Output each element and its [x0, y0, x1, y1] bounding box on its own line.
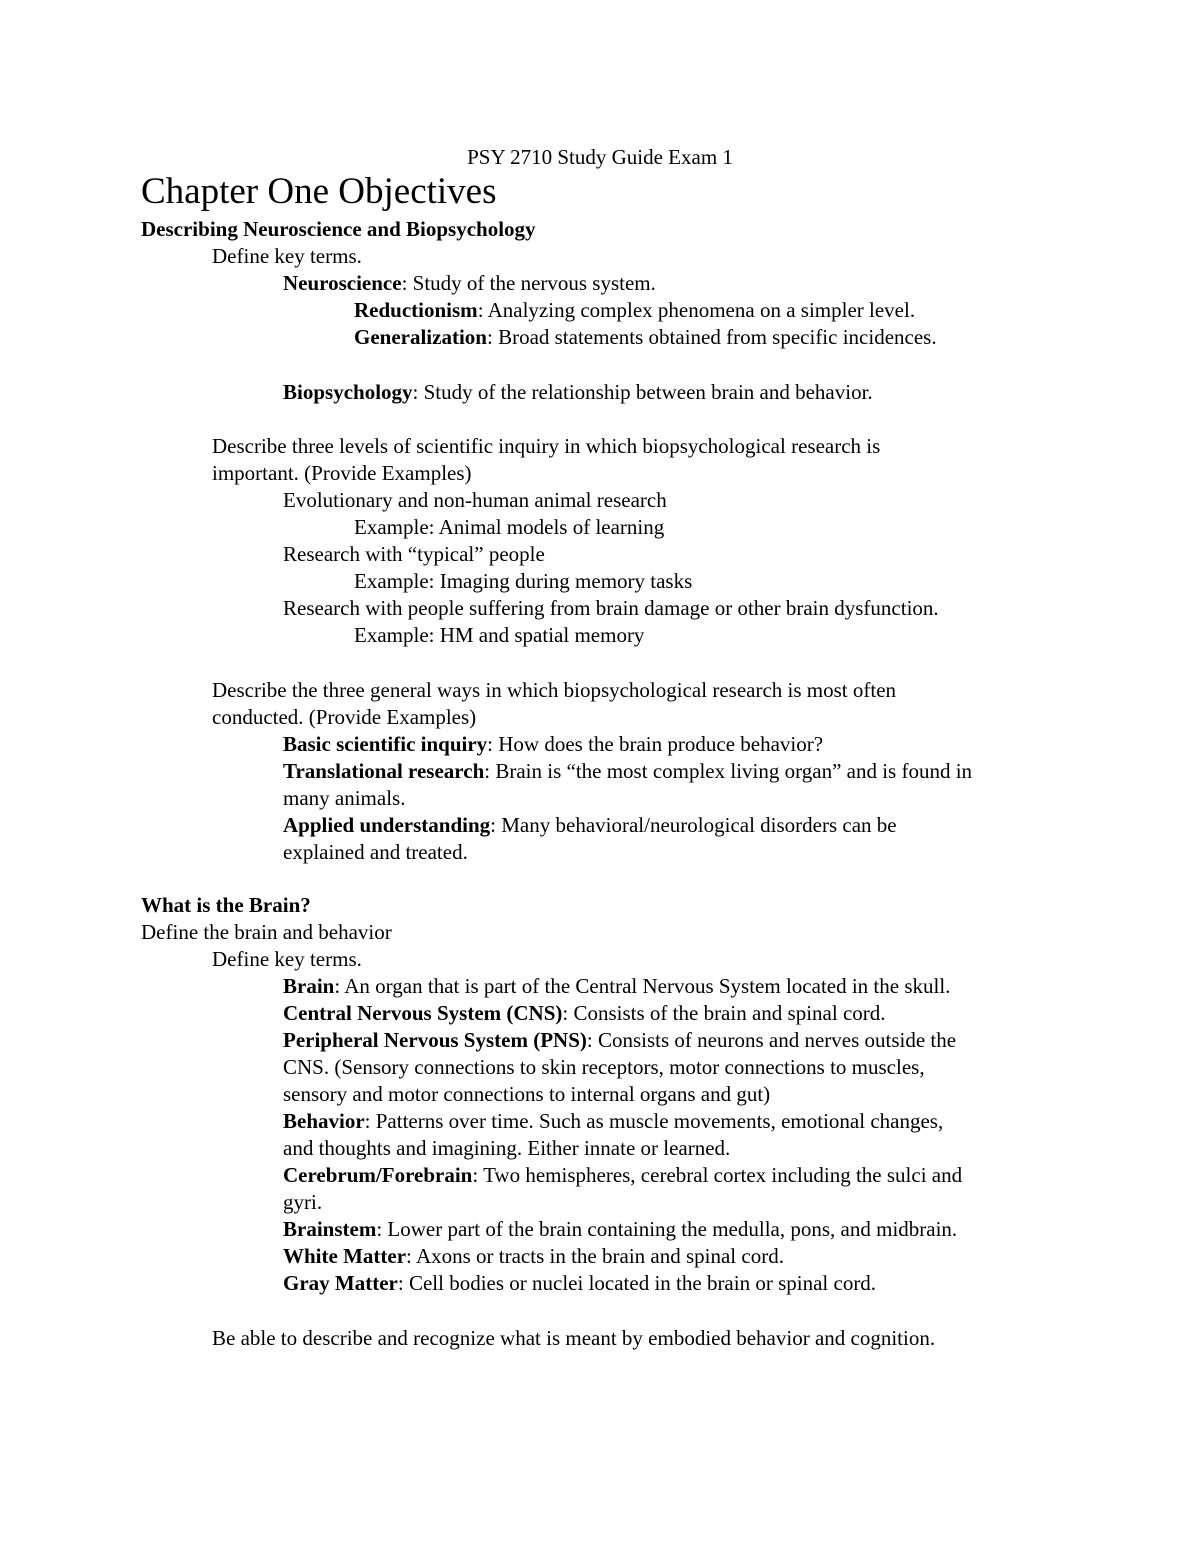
- levels-question: Describe three levels of scientific inquiry in which biopsychological research is: [212, 434, 881, 458]
- term-brain: Brain: An organ that is part of the Central Nervous System located in the skull.: [283, 974, 951, 998]
- term-reductionism: Reductionism: Analyzing complex phenomena on a simpler level.: [354, 298, 916, 322]
- levels-question-continued: important. (Provide Examples): [212, 461, 472, 485]
- section-heading-brain: What is the Brain?: [141, 893, 311, 917]
- document-title: PSY 2710 Study Guide Exam 1: [467, 145, 733, 169]
- section-subheading: Define the brain and behavior: [141, 920, 392, 944]
- term-cerebrum-continued: gyri.: [283, 1190, 323, 1214]
- define-key-terms: Define key terms.: [212, 244, 362, 268]
- term-gray-matter: Gray Matter: Cell bodies or nuclei located in the brain or spinal cord.: [283, 1271, 877, 1295]
- term-behavior: Behavior: Patterns over time. Such as muscle movements, emotional changes,: [283, 1109, 944, 1133]
- way-translational-continued: many animals.: [283, 786, 406, 810]
- term-brainstem: Brainstem: Lower part of the brain containing the medulla, pons, and midbrain.: [283, 1217, 958, 1241]
- term-white-matter: White Matter: Axons or tracts in the brain and spinal cord.: [283, 1244, 784, 1268]
- way-applied-understanding: Applied understanding: Many behavioral/neurological disorders can be: [283, 813, 897, 837]
- way-basic-inquiry: Basic scientific inquiry: How does the brain produce behavior?: [283, 732, 824, 756]
- term-biopsychology: Biopsychology: Study of the relationship between brain and behavior.: [283, 380, 873, 404]
- level-example: Example: HM and spatial memory: [354, 623, 645, 647]
- ways-question: Describe the three general ways in which biopsychological research is most often: [212, 678, 897, 702]
- term-generalization: Generalization: Broad statements obtained from specific incidences.: [354, 325, 937, 349]
- term-pns-continued: CNS. (Sensory connections to skin receptors, motor connections to muscles,: [283, 1055, 925, 1079]
- chapter-heading: Chapter One Objectives: [141, 171, 497, 212]
- term-pns-continued: sensory and motor connections to internal organs and gut): [283, 1082, 771, 1106]
- level-item: Evolutionary and non-human animal research: [283, 488, 667, 512]
- level-item: Research with people suffering from brain damage or other brain dysfunction.: [283, 596, 939, 620]
- section-heading: Describing Neuroscience and Biopsychology: [141, 217, 536, 241]
- term-neuroscience: Neuroscience: Study of the nervous system.: [283, 271, 656, 295]
- embodied-objective: Be able to describe and recognize what is meant by embodied behavior and cognition.: [212, 1326, 936, 1350]
- term-cerebrum: Cerebrum/Forebrain: Two hemispheres, cerebral cortex including the sulci and: [283, 1163, 963, 1187]
- term-behavior-continued: and thoughts and imagining. Either innate or learned.: [283, 1136, 731, 1160]
- term-pns: Peripheral Nervous System (PNS): Consists of neurons and nerves outside the: [283, 1028, 957, 1052]
- define-key-terms: Define key terms.: [212, 947, 362, 971]
- way-translational-research: Translational research: Brain is “the most complex living organ” and is found in: [283, 759, 973, 783]
- way-applied-continued: explained and treated.: [283, 840, 468, 864]
- term-cns: Central Nervous System (CNS): Consists of the brain and spinal cord.: [283, 1001, 886, 1025]
- level-example: Example: Imaging during memory tasks: [354, 569, 693, 593]
- ways-question-continued: conducted. (Provide Examples): [212, 705, 477, 729]
- level-item: Research with “typical” people: [283, 542, 545, 566]
- level-example: Example: Animal models of learning: [354, 515, 665, 539]
